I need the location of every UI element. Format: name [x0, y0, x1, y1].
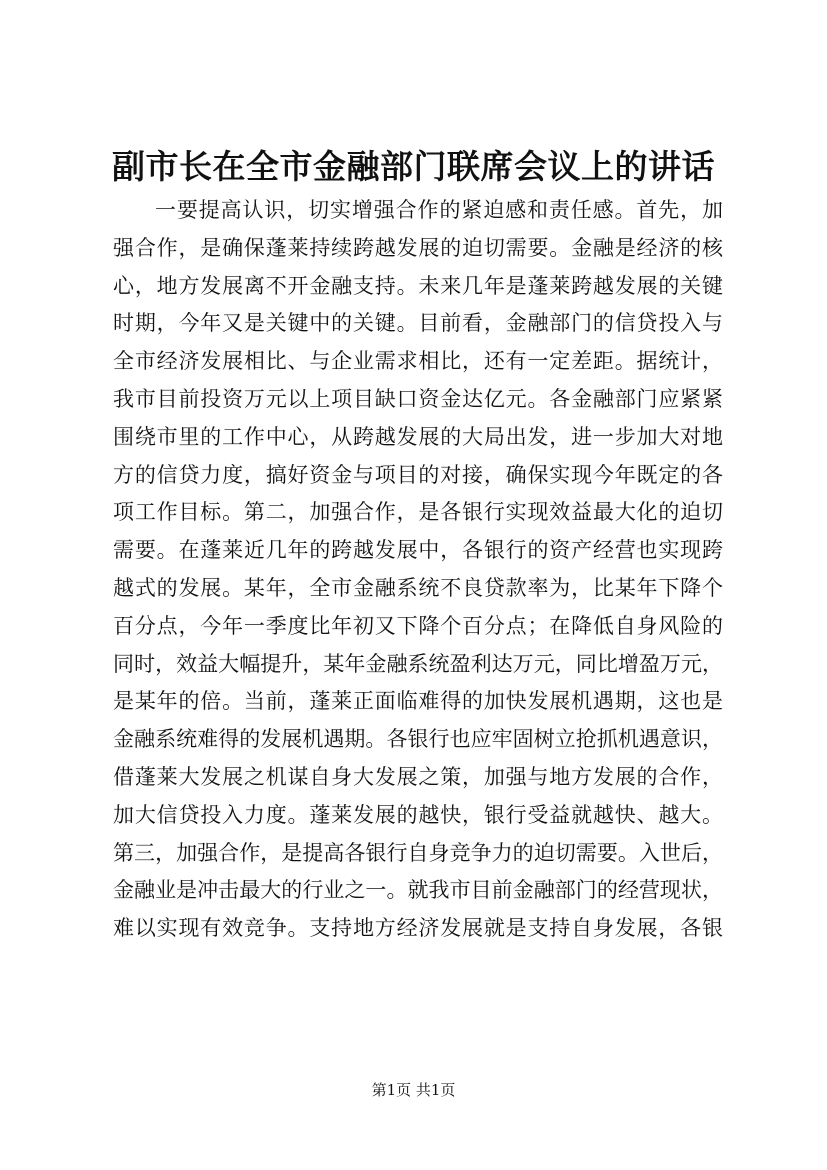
body-line: 方的信贷力度，搞好资金与项目的对接，确保实现今年既定的各	[113, 462, 723, 487]
body-line: 金融系统难得的发展机遇期。各银行也应牢固树立抢抓机遇意识，	[113, 727, 723, 752]
body-line: 难以实现有效竞争。支持地方经济发展就是支持自身发展，各银	[113, 916, 723, 941]
body-line: 第三，加强合作，是提高各银行自身竞争力的迫切需要。入世后，	[113, 840, 723, 865]
body-line: 加大信贷投入力度。蓬莱发展的越快，银行受益就越快、越大。	[113, 802, 723, 827]
page-footer: 第1页 共1页	[371, 1081, 456, 1099]
body-line: 一要提高认识，切实增强合作的紧迫感和责任感。首先，加	[155, 198, 723, 222]
body-line: 是某年的倍。当前，蓬莱正面临难得的加快发展机遇期，这也是	[113, 689, 723, 714]
body-line: 金融业是冲击最大的行业之一。就我市目前金融部门的经营现状，	[113, 878, 723, 903]
body-line: 时期，今年又是关键中的关键。目前看，金融部门的信贷投入与	[113, 311, 723, 336]
document-body	[113, 192, 723, 948]
body-line: 越式的发展。某年，全市金融系统不良贷款率为，比某年下降个	[113, 575, 723, 600]
document-title: 副市长在全市金融部门联席会议上的讲话	[112, 147, 715, 186]
body-line: 同时，效益大幅提升，某年金融系统盈利达万元，同比增盈万元，	[113, 651, 723, 676]
body-line: 需要。在蓬莱近几年的跨越发展中，各银行的资产经营也实现跨	[113, 538, 723, 563]
body-line: 百分点，今年一季度比年初又下降个百分点；在降低自身风险的	[113, 613, 723, 638]
body-line: 围绕市里的工作中心，从跨越发展的大局出发，进一步加大对地	[113, 424, 723, 449]
body-line: 借蓬莱大发展之机谋自身大发展之策，加强与地方发展的合作，	[113, 764, 723, 789]
body-line: 我市目前投资万元以上项目缺口资金达亿元。各金融部门应紧紧	[113, 386, 723, 411]
body-line: 全市经济发展相比、与企业需求相比，还有一定差距。据统计，	[113, 349, 723, 374]
body-line: 项工作目标。第二，加强合作，是各银行实现效益最大化的迫切	[113, 500, 723, 525]
body-line: 心，地方发展离不开金融支持。未来几年是蓬莱跨越发展的关键	[113, 273, 723, 298]
body-line: 强合作，是确保蓬莱持续跨越发展的迫切需要。金融是经济的核	[113, 235, 723, 260]
